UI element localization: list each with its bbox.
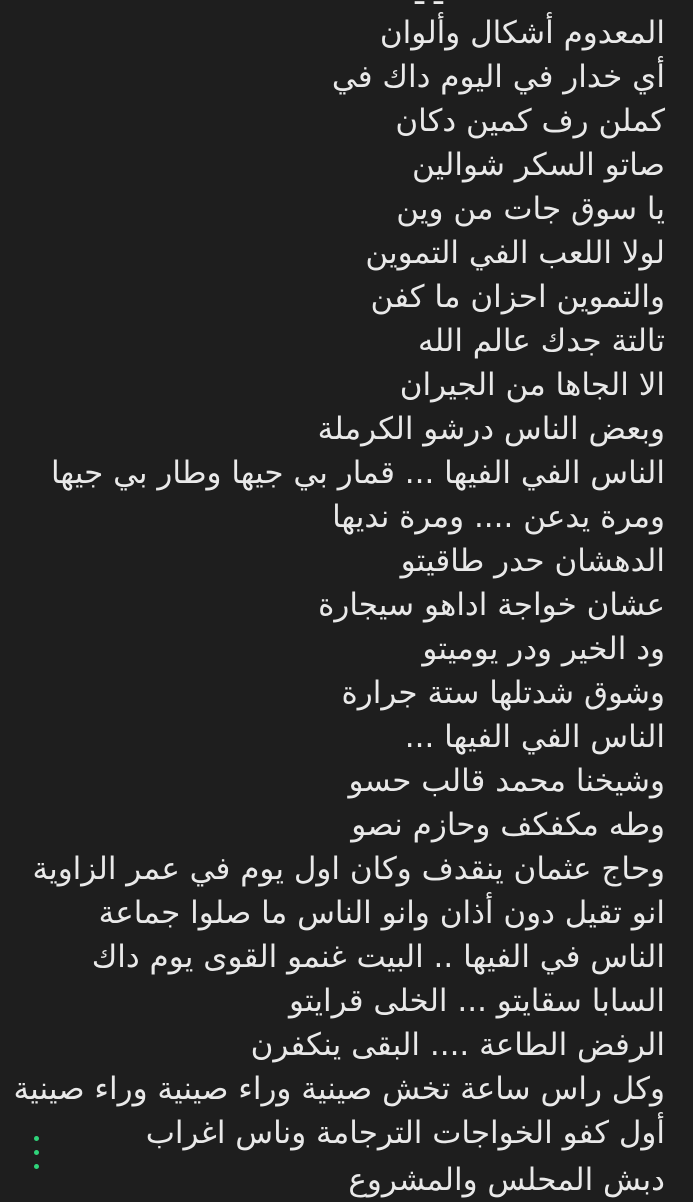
- scroll-dot: [34, 1164, 39, 1169]
- text-line: المعدوم أشكال وألوان: [379, 15, 665, 51]
- text-line: وطه مكفكف وحازم نصو: [351, 807, 665, 843]
- text-line: وشيخنا محمد قالب حسو: [348, 763, 665, 799]
- text-line: ومرة يدعن .... ومرة نديها: [332, 499, 665, 535]
- vertical-dots-icon[interactable]: [31, 1136, 41, 1170]
- text-line: الناس في الفيها .. البيت غنمو القوى يوم داك: [91, 939, 665, 975]
- text-line: الرفض الطاعة .... البقى ينكفرن: [250, 1027, 665, 1063]
- text-line: لولا اللعب الفي التموين: [365, 235, 665, 271]
- text-line: والتموين احزان ما كفن: [370, 279, 665, 315]
- text-line: عشان خواجة اداهو سيجارة: [318, 587, 665, 623]
- text-line: أول كفو الخواجات الترجامة وناس اغراب: [145, 1115, 665, 1151]
- text-line: الناس الفي الفيها ...: [404, 719, 665, 755]
- scroll-dot: [34, 1150, 39, 1155]
- text-line: السابا سقايتو ... الخلى قرايتو: [288, 983, 665, 1019]
- text-line: وبعض الناس درشو الكرملة: [317, 411, 665, 447]
- text-line: تالتة جدك عالم الله: [417, 323, 665, 359]
- text-line: الناس الفي الفيها ... قمار بي جيها وطار بي جيها: [50, 455, 665, 491]
- text-line: وحاج عثمان ينقدف وكان اول يوم في عمر الزاوية: [32, 851, 665, 887]
- text-line: وشوق شدتلها ستة جرارة: [341, 675, 665, 711]
- text-line: وكل راس ساعة تخش صينية وراء صينية وراء صينية: [13, 1071, 665, 1107]
- text-line: صاتو السكر شوالين: [411, 147, 665, 183]
- text-line: أي خدار في اليوم داك في: [331, 59, 665, 95]
- text-line-partial-bottom: دبش المحلس والمشروع: [348, 1162, 665, 1198]
- text-line: الدهشان حدر طاقيتو: [400, 543, 665, 579]
- text-line: انو تقيل دون أذان وانو الناس ما صلوا جماعة: [98, 895, 665, 931]
- text-line: يا سوق جات من وين: [396, 191, 665, 227]
- text-line: ود الخير ودر يوميتو: [422, 631, 665, 667]
- text-line: كملن رف كمين دكان: [395, 103, 665, 139]
- scroll-dot: [34, 1136, 39, 1141]
- text-line: الا الجاها من الجيران: [399, 367, 665, 403]
